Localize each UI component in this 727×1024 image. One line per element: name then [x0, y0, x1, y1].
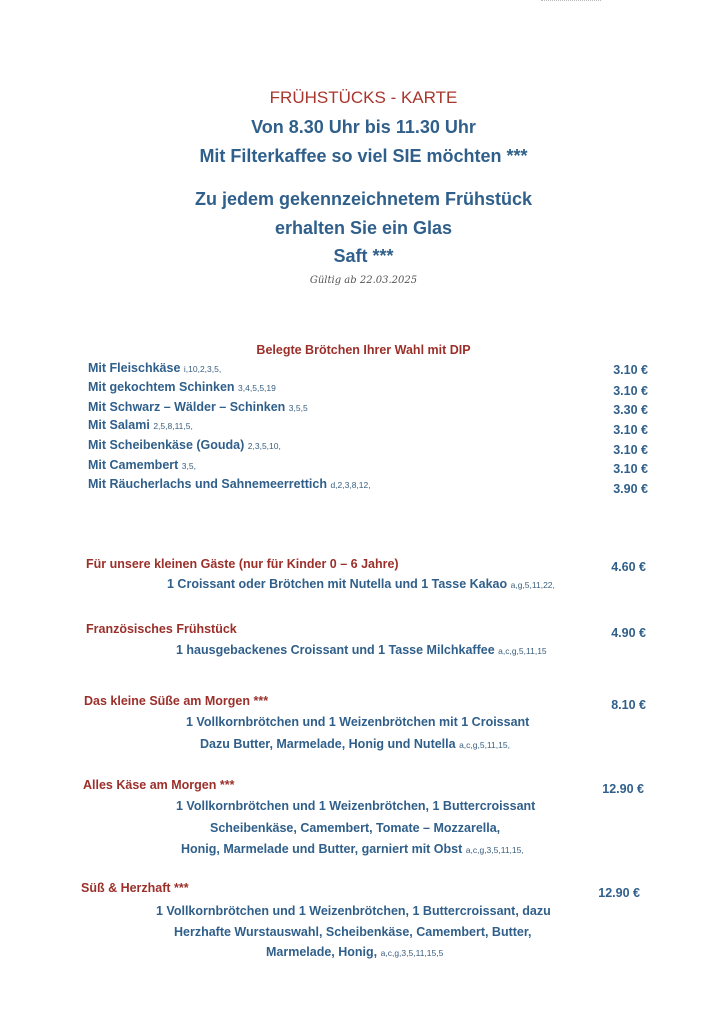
- offer-description-line: Dazu Butter, Marmelade, Honig und Nutella a,c,g,5,11,15,: [200, 737, 510, 751]
- offer-description-line: Marmelade, Honig, a,c,g,3,5,11,15,5: [266, 945, 444, 959]
- opening-hours: Von 8.30 Uhr bis 11.30 Uhr: [251, 117, 476, 137]
- roll-price: 3.10 €: [613, 443, 648, 457]
- offer-description-line: 1 Vollkornbrötchen und 1 Weizenbrötchen mit 1 Croissant: [186, 715, 530, 729]
- roll-price: 3.10 €: [613, 363, 648, 377]
- offer-description-line: Herzhafte Wurstauswahl, Scheibenkäse, Camembert, Butter,: [174, 925, 532, 939]
- roll-item: Mit Camembert 3,5,: [88, 458, 196, 472]
- offer-price: 12.90 €: [598, 886, 640, 900]
- juice-note-line3: Saft ***: [333, 246, 394, 266]
- offer-title: Für unsere kleinen Gäste (nur für Kinder 0 – 6 Jahre): [86, 557, 399, 571]
- coffee-note: Mit Filterkaffee so viel SIE möchten ***: [199, 146, 528, 166]
- roll-item: Mit Salami 2,5,8,11,5,: [88, 418, 193, 432]
- offer-title: Französisches Frühstück: [86, 622, 237, 636]
- offer-description-line: Honig, Marmelade und Butter, garniert mit Obst a,c,g,3,5,11,15,: [181, 842, 524, 856]
- offer-description-line: 1 Vollkornbrötchen und 1 Weizenbrötchen, 1 Buttercroissant, dazu: [156, 904, 551, 918]
- roll-price: 3.10 €: [613, 423, 648, 437]
- roll-item: Mit Scheibenkäse (Gouda) 2,3,5,10,: [88, 438, 281, 452]
- rolls-heading: Belegte Brötchen Ihrer Wahl mit DIP: [256, 343, 471, 357]
- offer-description-line: 1 Croissant oder Brötchen mit Nutella und 1 Tasse Kakao a,g,5,11,22,: [167, 577, 555, 591]
- juice-note-line2: erhalten Sie ein Glas: [274, 218, 453, 238]
- roll-price: 3.10 €: [613, 462, 648, 476]
- offer-title: Alles Käse am Morgen ***: [83, 778, 235, 792]
- offer-title: Süß & Herzhaft ***: [81, 881, 189, 895]
- roll-item: Mit Räucherlachs und Sahnemeerrettich d,2,3,8,12,: [88, 477, 371, 491]
- offer-description-line: 1 Vollkornbrötchen und 1 Weizenbrötchen, 1 Buttercroissant: [176, 799, 536, 813]
- offer-price: 8.10 €: [611, 698, 646, 712]
- roll-item: Mit Fleischkäse i,10,2,3,5,: [88, 361, 222, 375]
- offer-title: Das kleine Süße am Morgen ***: [84, 694, 269, 708]
- juice-note-line1: Zu jedem gekennzeichnetem Frühstück: [194, 189, 533, 209]
- offer-description-line: 1 hausgebackenes Croissant und 1 Tasse Milchkaffee a,c,g,5,11,15: [176, 643, 547, 657]
- roll-item: Mit Schwarz – Wälder – Schinken 3,5,5: [88, 400, 308, 414]
- valid-from-date: Gültig ab 22.03.2025: [309, 275, 418, 286]
- offer-price: 4.90 €: [611, 626, 646, 640]
- roll-price: 3.30 €: [613, 403, 648, 417]
- offer-description-line: Scheibenkäse, Camembert, Tomate – Mozzarella,: [210, 821, 501, 835]
- scan-artifact: [541, 0, 601, 4]
- offer-price: 4.60 €: [611, 560, 646, 574]
- roll-item: Mit gekochtem Schinken 3,4,5,5,19: [88, 380, 276, 394]
- menu-title: FRÜHSTÜCKS - KARTE: [269, 88, 458, 107]
- offer-price: 12.90 €: [602, 782, 644, 796]
- roll-price: 3.90 €: [613, 482, 648, 496]
- roll-price: 3.10 €: [613, 384, 648, 398]
